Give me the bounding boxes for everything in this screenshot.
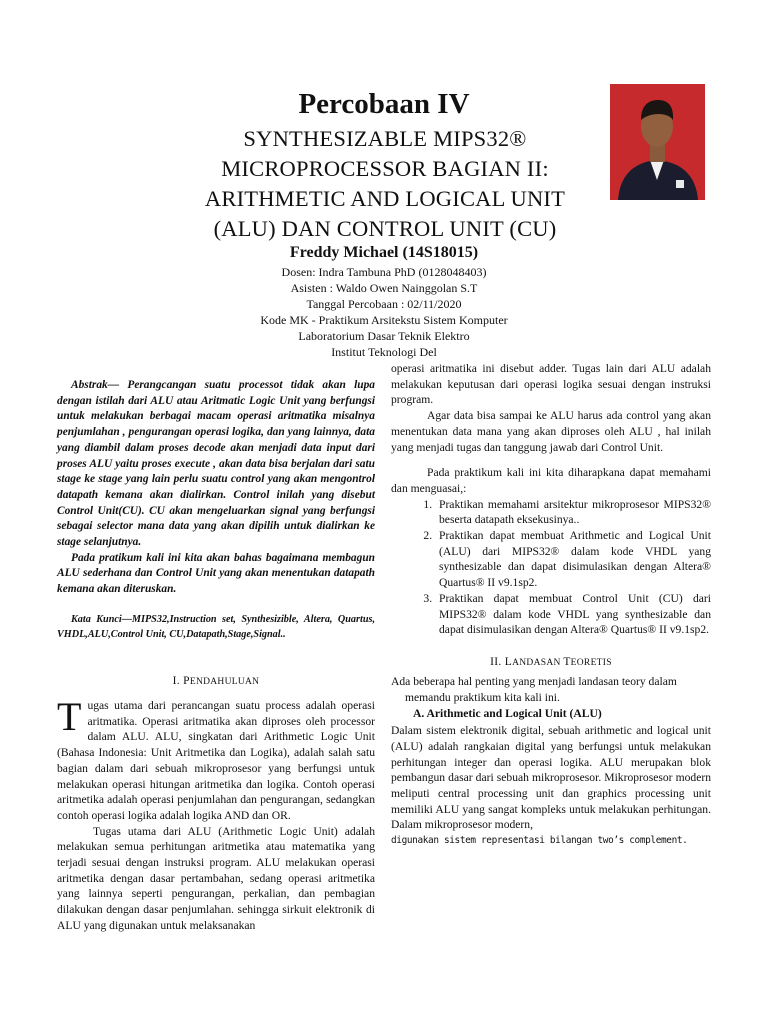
section-cap: L [504,656,513,668]
section-heading-pendahuluan [57,675,375,687]
abstract-paragraph: Abstrak— Perangcangan suatu processot tidak akan lupa dengan istilah dari ALU atau Aritmatic Logic Unit yang berfungsi untuk melakukan berbagai macam operasi aritmatika misalnya penjumlahan , pengurangan operasi logika, dan yang lainnya, data yang diambil dalam proses decode akan menjadi data input dari proses ALU yaitu proses execute , akan data bisa berjalan dari satu stage ke stage yang lain perlu suatu control yang akan mengontrol datapath kemana akan dialirkan. Control inilah yang disebut Control Unit(CU). CU akan mengeluarkan signal yang berfungsi sebagai selector mana data yang akan dipilih untuk dialirkan ke stage selanjutnya. [57,379,375,549]
intro-paragraph-2: Agar data bisa sampai ke ALU harus ada control yang akan menentukan data mana yang akan diproses oleh ALU , hal inilah yang menjadi tugas dan tanggung jawab dari Control Unit. [391,409,711,454]
keywords-block [57,612,375,642]
pendahuluan-paragraph-1 [57,694,375,824]
drop-cap: T [57,694,82,739]
pendahuluan-body [57,694,375,934]
section-heading-landasan [391,656,711,668]
author-name: Freddy Michael (14S18015) [289,244,479,261]
subtitle-line: (ALU) DAN CONTROL UNIT (CU) [213,216,557,241]
list-item: 3. Praktikan dapat membuat Control Unit (CU) dari MIPS32® dalam kode VHDL yang synthesizable dan dapat disimulasikan dengan Altera® Quartus® II v9.1sp2. [435,591,711,638]
landasan-intro: Ada beberapa hal penting yang menjadi landasan teory dalam memandu praktikum kita kali ini. [391,675,677,704]
author-photo [610,84,705,200]
section-numeral: II. [490,656,505,668]
meta-line: Institut Teknologi Del [331,345,437,359]
alu-paragraph: Dalam sistem elektronik digital, sebuah arithmetic and logical unit (ALU) adalah rangkaian digital yang berfungsi untuk melakukan perhitungan integer dan operasi logika. ALU merupakan blok pembangun dasar dari sebuah mikroprosesor. Mikroprosesor modern meliputi central processing unit dan graphics processing unit memiliki ALU yang sangat kompleks untuk melakukan perhitungan. Dalam mikroprosesor modern, [391,724,711,832]
subtitle-line: MICROPROCESSOR BAGIAN II: [221,156,549,181]
section-rest: EORETIS [570,658,612,668]
author-portrait-image [610,84,705,200]
section-numeral: I. [172,675,184,687]
list-item: 1. Praktikan memahami arsitektur mikroprosesor MIPS32® beserta datapath eksekusinya.. [435,497,711,528]
intro-paragraph-3: Pada praktikum kali ini kita diharapkana dapat memahami dan menguasai,: [391,466,711,495]
author-metadata [0,264,768,360]
abstract-block [57,378,375,598]
list-item: 2. Praktikan dapat membuat Arithmetic and Logical Unit (ALU) dari MIPS32® dalam kode VHDL yang synthesizable dan dapat disimulasikan dengan Altera® Quartus® II v9.1sp2. [435,528,711,591]
subtitle-line: SYNTHESIZABLE MIPS32® [243,126,527,151]
objectives-list [391,497,711,638]
keywords-text: Kata Kunci—MIPS32,Instruction set, Synthesizible, Altera, Quartus, VHDL,ALU,Control Unit, CU,Datapath,Stage,Signal.. [57,614,375,640]
pendahuluan-paragraph-2: Tugas utama dari ALU (Arithmetic Logic Unit) adalah melakukan semua perhitungan aritmetika atau matematika yang terjadi sesuai dengan instruksi program. ALU melakukan operasi aritmetika dengan dasar pertambahan, sedang operasi aritmetika yang lainnya seperti pengurangan, perkalian, dan pembagian dilakukan dengan dasar penjumlahan. sehingga sirkuit elektronik di ALU yang digunakan untuk melaksanakan [57,824,375,932]
meta-line: Laboratorium Dasar Teknik Elektro [298,329,470,343]
intro-paragraph-1: operasi aritmatika ini disebut adder. Tugas lain dari ALU adalah melakukan keputusan dari operasi logika sesuai dengan instruksi program. [391,362,711,407]
paragraph-text: ugas utama dari perancangan suatu process adalah operasi aritmatika. Operasi aritmatika akan diproses oleh processor dalam ALU. ALU, singkatan dari Arithmetic Logic Unit (Bahasa Indonesia: Unit Aritmetika dan Logika), adalah salah satu bagian dalam dari sebuah mikroprosesor yang berfungsi untuk melakukan operasi hitungan aritmetika dan logika. Contoh operasi aritmetika adalah operasi penjumlahan dan pengurangan, sedangkan contoh operasi logika adalah logika AND dan OR. [57,699,375,822]
right-column-intro [391,361,711,638]
meta-line: Asisten : Waldo Owen Nainggolan S.T [290,281,478,295]
section-cap: T [563,656,571,668]
paper-subtitle [150,124,620,244]
section-rest: ENDAHULUAN [189,677,260,687]
abstract-paragraph: Pada pratikum kali ini kita akan bahas bagaimana membagun ALU sederhana dan Control Unit yang akan menentukan datapath kemana akan diteruskan. [57,551,375,596]
subtitle-line: ARITHMETIC AND LOGICAL UNIT [204,186,566,211]
section-rest: ANDASAN [512,658,564,668]
alu-last-line: digunakan sistem representasi bilangan two’s complement. [391,835,688,847]
meta-line: Dosen: Indra Tambuna PhD (0128048403) [281,265,487,279]
meta-line: Kode MK - Praktikum Arsitekstu Sistem Komputer [260,313,508,327]
subsection-heading-alu: A. Arithmetic and Logical Unit (ALU) [413,707,602,721]
meta-line: Tanggal Percobaan : 02/11/2020 [306,297,462,311]
landasan-body [391,674,711,849]
section-cap: P [183,675,190,687]
paper-title: Percobaan IV [298,88,470,120]
